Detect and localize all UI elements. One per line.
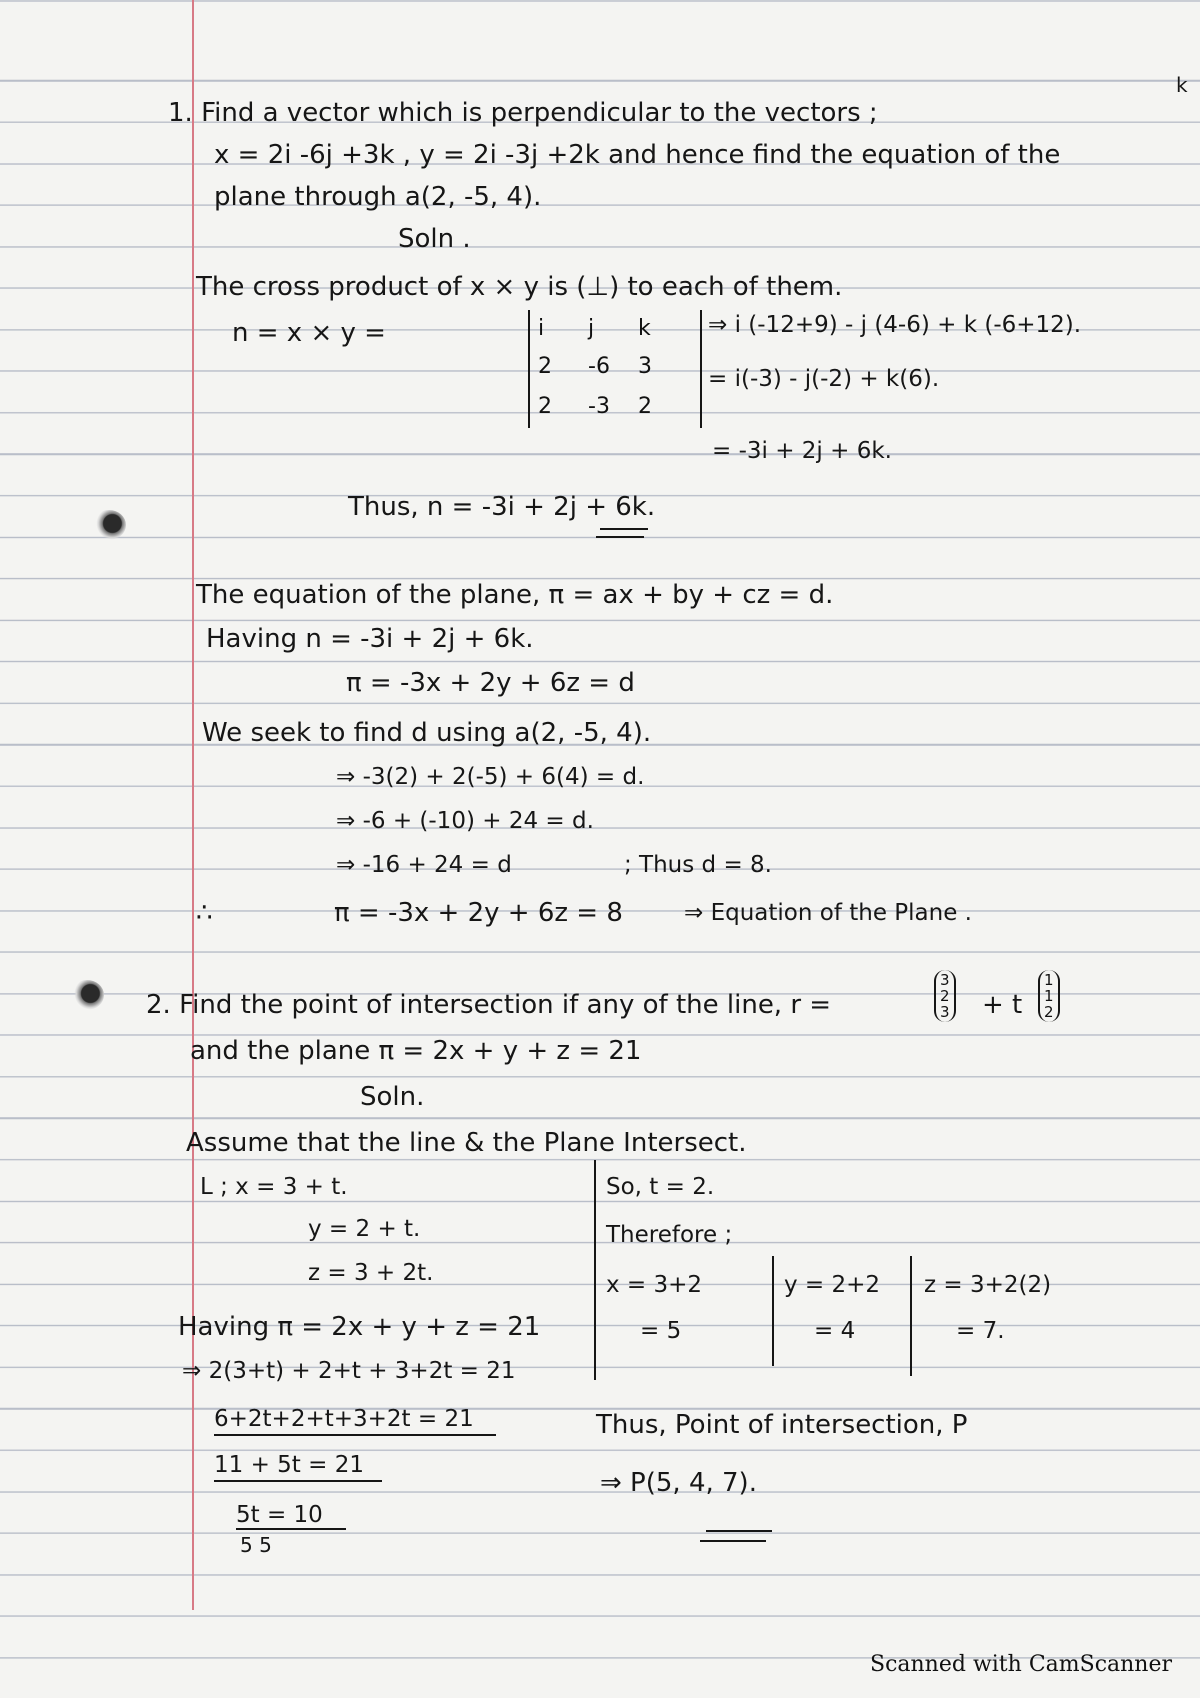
q2-sub4: 5t = 10 bbox=[236, 1502, 323, 1528]
q1-expand2: = i(-3) - j(-2) + k(6). bbox=[708, 366, 940, 392]
q1-soln: Soln . bbox=[398, 224, 471, 254]
q2-y-eq: y = 2 + t. bbox=[308, 1216, 421, 1242]
q2-sub4b: 5 5 bbox=[240, 1533, 272, 1557]
q2-title-line1: 2. Find the point of intersection if any of the line, r = bbox=[146, 990, 832, 1020]
q1-thus-n: Thus, n = -3i + 2j + 6k. bbox=[348, 492, 656, 522]
q2-title-line2: and the plane π = 2x + y + z = 21 bbox=[190, 1036, 642, 1066]
q2-z-val: z = 3+2(2) bbox=[924, 1272, 1052, 1298]
double-underline-b bbox=[596, 536, 644, 538]
q2-plus-t: + t bbox=[982, 990, 1023, 1020]
q1-cross-intro: The cross product of x × y is (⊥) to each of them. bbox=[196, 272, 843, 302]
column-divider-1 bbox=[594, 1160, 596, 1380]
column-divider-3 bbox=[910, 1256, 912, 1376]
q1-step3b: ; Thus d = 8. bbox=[624, 852, 772, 878]
q2-x-val: x = 3+2 bbox=[606, 1272, 703, 1298]
p-double-underline-a bbox=[706, 1530, 772, 1532]
line-direction-vector: 1 1 2 bbox=[1038, 970, 1060, 1022]
q1-step2: ⇒ -6 + (-10) + 24 = d. bbox=[336, 808, 594, 834]
binder-hole-2 bbox=[70, 980, 104, 1010]
q1-final: π = -3x + 2y + 6z = 8 bbox=[334, 898, 623, 928]
q2-so-t: So, t = 2. bbox=[606, 1174, 715, 1200]
q2-y-val: y = 2+2 bbox=[784, 1272, 881, 1298]
det-row-2: 2 -6 3 bbox=[538, 354, 652, 379]
line-point-vector: 3 2 3 bbox=[934, 970, 956, 1022]
q1-pi-d: π = -3x + 2y + 6z = d bbox=[346, 668, 635, 698]
binder-hole-1 bbox=[92, 510, 126, 540]
q2-thus-p: Thus, Point of intersection, P bbox=[596, 1410, 968, 1440]
q2-sub3: 11 + 5t = 21 bbox=[214, 1452, 364, 1478]
q1-final-note: ⇒ Equation of the Plane . bbox=[684, 900, 972, 926]
q2-x-res: = 5 bbox=[640, 1318, 682, 1344]
p-double-underline-b bbox=[700, 1540, 766, 1542]
corner-mark: k bbox=[1176, 73, 1188, 97]
q1-title-line1: 1. Find a vector which is perpendicular to the vectors ; bbox=[168, 98, 878, 128]
det-row-1: i j k bbox=[538, 316, 651, 341]
q2-therefore: Therefore ; bbox=[606, 1222, 733, 1248]
column-divider-2 bbox=[772, 1256, 774, 1366]
q2-z-eq: z = 3 + 2t. bbox=[308, 1260, 434, 1286]
q1-seek: We seek to find d using a(2, -5, 4). bbox=[202, 718, 652, 748]
determinant bbox=[528, 310, 702, 428]
q1-title-line2: x = 2i -6j +3k , y = 2i -3j +2k and hence find the equation of the bbox=[214, 140, 1061, 170]
sub2-underline bbox=[214, 1434, 496, 1436]
q1-expand1: ⇒ i (-12+9) - j (4-6) + k (-6+12). bbox=[708, 312, 1082, 338]
q2-having: Having π = 2x + y + z = 21 bbox=[178, 1312, 541, 1342]
q1-plane-eq: The equation of the plane, π = ax + by + cz = d. bbox=[196, 580, 834, 610]
q2-z-res: = 7. bbox=[956, 1318, 1005, 1344]
double-underline-a bbox=[600, 528, 648, 530]
therefore-symbol: ∴ bbox=[196, 898, 213, 928]
q1-title-line3: plane through a(2, -5, 4). bbox=[214, 182, 542, 212]
camscanner-watermark: Scanned with CamScanner bbox=[870, 1652, 1173, 1677]
q1-step1: ⇒ -3(2) + 2(-5) + 6(4) = d. bbox=[336, 764, 645, 790]
q1-having-n: Having n = -3i + 2j + 6k. bbox=[206, 624, 534, 654]
q2-sub1: ⇒ 2(3+t) + 2+t + 3+2t = 21 bbox=[182, 1358, 516, 1384]
q2-p-result: ⇒ P(5, 4, 7). bbox=[600, 1468, 757, 1498]
q1-step3: ⇒ -16 + 24 = d bbox=[336, 852, 512, 878]
q2-x-eq: L ; x = 3 + t. bbox=[200, 1174, 348, 1200]
q2-assume: Assume that the line & the Plane Intersect. bbox=[186, 1128, 747, 1158]
q2-soln: Soln. bbox=[360, 1082, 425, 1112]
q1-expand3: = -3i + 2j + 6k. bbox=[712, 438, 892, 464]
q2-sub2: 6+2t+2+t+3+2t = 21 bbox=[214, 1406, 474, 1432]
det-row-3: 2 -3 2 bbox=[538, 394, 652, 419]
sub3-underline bbox=[214, 1480, 382, 1482]
q1-n-label: n = x × y = bbox=[232, 318, 386, 348]
q2-y-res: = 4 bbox=[814, 1318, 856, 1344]
